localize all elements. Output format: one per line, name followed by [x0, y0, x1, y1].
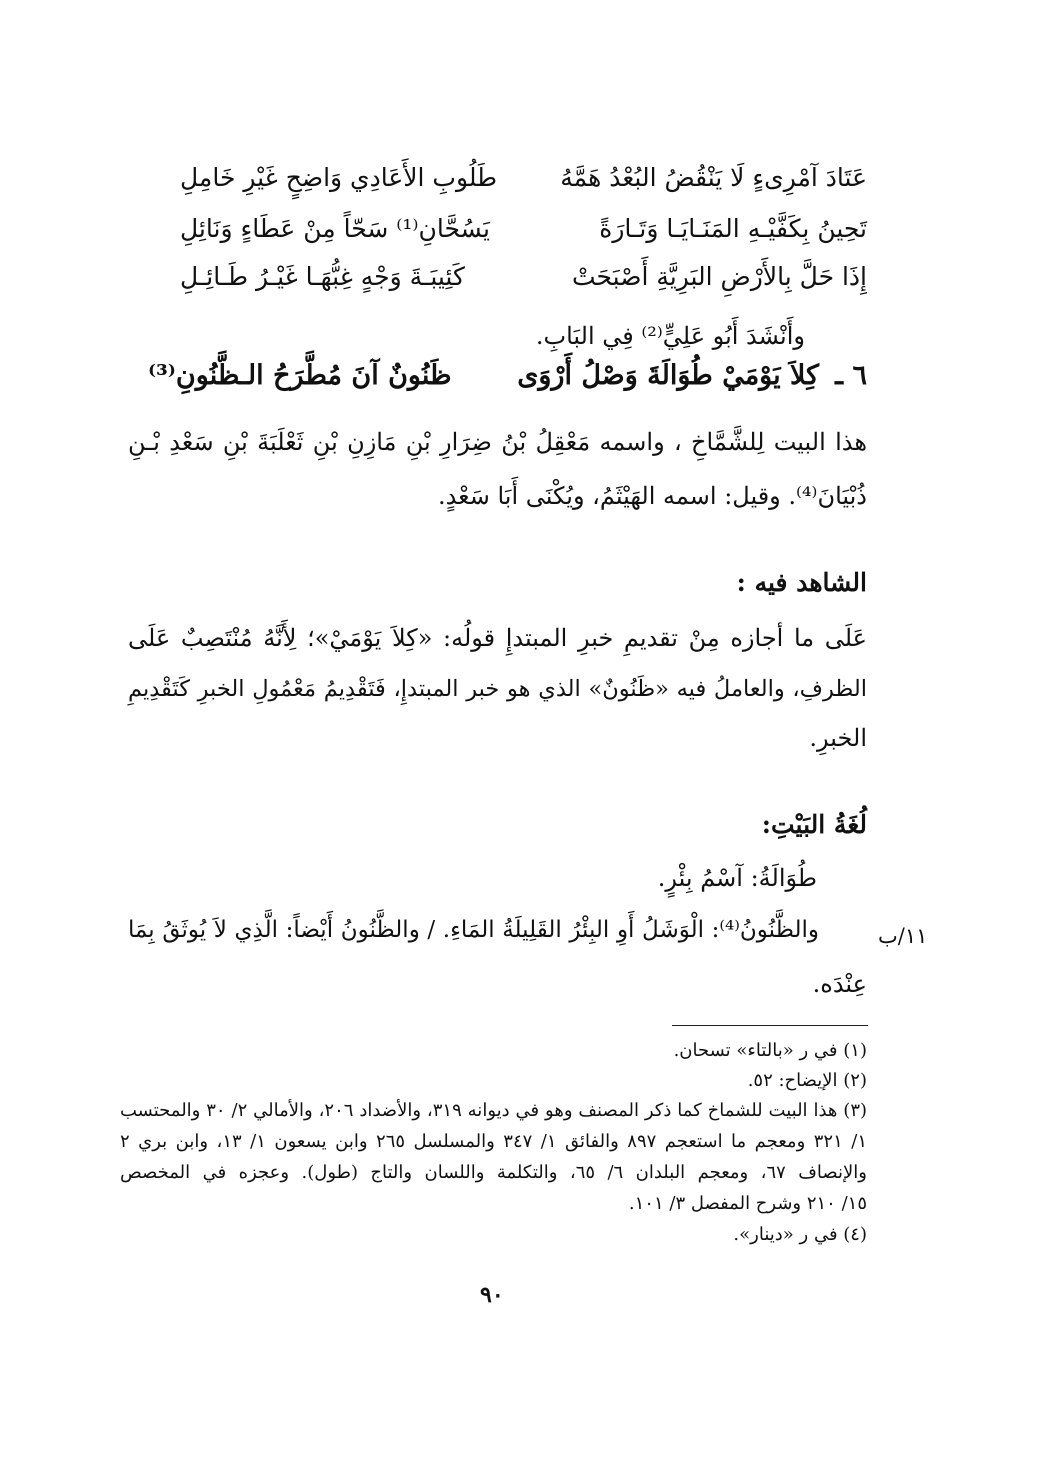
footnote-1: (١) في ر «بالتاء» تسحان. — [673, 1040, 867, 1061]
shahid-line-3: الخبرِ. — [809, 724, 867, 752]
poem-line-3-second-hemistich: كَئِيبَـةَ وَجْهٍ غِبُّهَـا غَيْـرُ طَـائِـلِ — [180, 262, 465, 291]
footnote-3-line-1: (٣) هذا البيت للشماخ كما ذكر المصنف وهو في ديوانه ٣١٩، والأضداد ٢٠٦، والأمالي ٢/ ٣٠ والمحتسب — [120, 1100, 868, 1121]
footnote-3-line-2: ١/ ٣٢١ ومعجم ما استعجم ٨٩٧ والفائق ١/ ٣٤٧ والمسلسل ٢٦٥ وابن يسعون ١/ ١٣، وابن بري ٢ — [120, 1131, 867, 1152]
footnote-4: (٤) في ر «دينار». — [733, 1224, 867, 1245]
footnote-separator — [672, 1025, 868, 1026]
footnote-2: (٢) الإيضاح: ٥٢. — [747, 1070, 867, 1091]
page-number: ٩٠ — [480, 1282, 504, 1308]
attribution-line-2: ذُبْيَانَ⁽⁴⁾. وقيل: اسمه الهَيْثَمُ، ويُكْنَى أَبَا سَعْدٍ. — [437, 482, 867, 510]
lugha-line-2: والظَّنُونُ⁽⁴⁾: الْوَشَلُ أَوِ البِئْرُ القَلِيلَةُ المَاءِ. / والظَّنُونُ أَيْضاً: الَّذِي لاَ يُوثَقُ بِمَا — [128, 917, 819, 943]
shahid-heading: الشاهد فيه : — [736, 568, 867, 597]
shahid-line-1: عَلَى ما أجازه مِنْ تقديمِ خبرِ المبتدإِ قولُه: «كِلاَ يَوْمَيْ»؛ لِأَنَّهُ مُنْتَصِبٌ عَلَى — [128, 624, 867, 652]
poem-line-1-second-hemistich: طَلُوبِ الأَعَادِي وَاضِحٍ غَيْرِ خَامِلِ — [180, 163, 498, 192]
lugha-line-1: طُوَالَةُ: آسْمُ بِئْرٍ. — [657, 864, 817, 892]
margin-folio-marker: ١١/ب — [878, 924, 928, 948]
attribution-line-1: هذا البيت لِلشَّمَّاخِ ، واسمه مَعْقِلُ بْنُ ضِرَارِ بْنِ مَازِنِ بْنِ ثَعْلَبَةَ بْنِ سَعْدِ بْـنِ — [128, 428, 867, 456]
poem-line-3-first-hemistich: إِذَا حَلَّ بِالأَرْضِ البَرِيَّةِ أَصْبَحَتْ — [572, 262, 867, 291]
footnote-3-line-4: ١٥/ ٢١٠ وشرح المفصل ٣/ ١٠١. — [628, 1193, 867, 1214]
footnote-3-line-3: والإنصاف ٦٧، ومعجم البلدان ٦/ ٦٥، والتكلمة واللسان والتاج (طول). وعجزه في المخصص — [120, 1162, 867, 1183]
verse-number: ٦ ـ — [835, 360, 867, 391]
poem-line-2-second-hemistich: يَسُحَّانِ⁽¹⁾ سَحّاً مِنْ عَطَاءٍ وَنَائِلِ — [180, 214, 490, 243]
lugha-line-3: عِنْدَه. — [812, 970, 867, 998]
verse-6-first-hemistich: كِلاَ يَوْمَيْ طُوَالَةَ وَصْلُ أَرْوَى — [517, 360, 819, 391]
poem-line-2-first-hemistich: تَحِينُ بِكَفَّيْـهِ المَنَـايَـا وَتَـارَةً — [599, 214, 867, 243]
recital-line: وأَنْشَدَ أَبُو عَلِيٍّ⁽²⁾ فِي البَابِ. — [535, 322, 805, 350]
shahid-line-2: الظرفِ، والعاملُ فيه «ظَنُونٌ» الذي هو خبر المبتدإِ، فَتَقْدِيمُ مَعْمُولِ الخبرِ كَتَقْدِيمِ — [128, 676, 867, 702]
poem-line-1-first-hemistich: عَتَادَ آمْرِىءٍ لَا يَنْقُضُ البُعْدُ هَمَّهُ — [560, 163, 867, 192]
verse-6-second-hemistich: ظَنُونٌ آنَ مُطَّرَحُ الـظَّنُونِ⁽³⁾ — [148, 360, 452, 391]
lugha-heading: لُغَةُ البَيْتِ: — [761, 810, 867, 839]
